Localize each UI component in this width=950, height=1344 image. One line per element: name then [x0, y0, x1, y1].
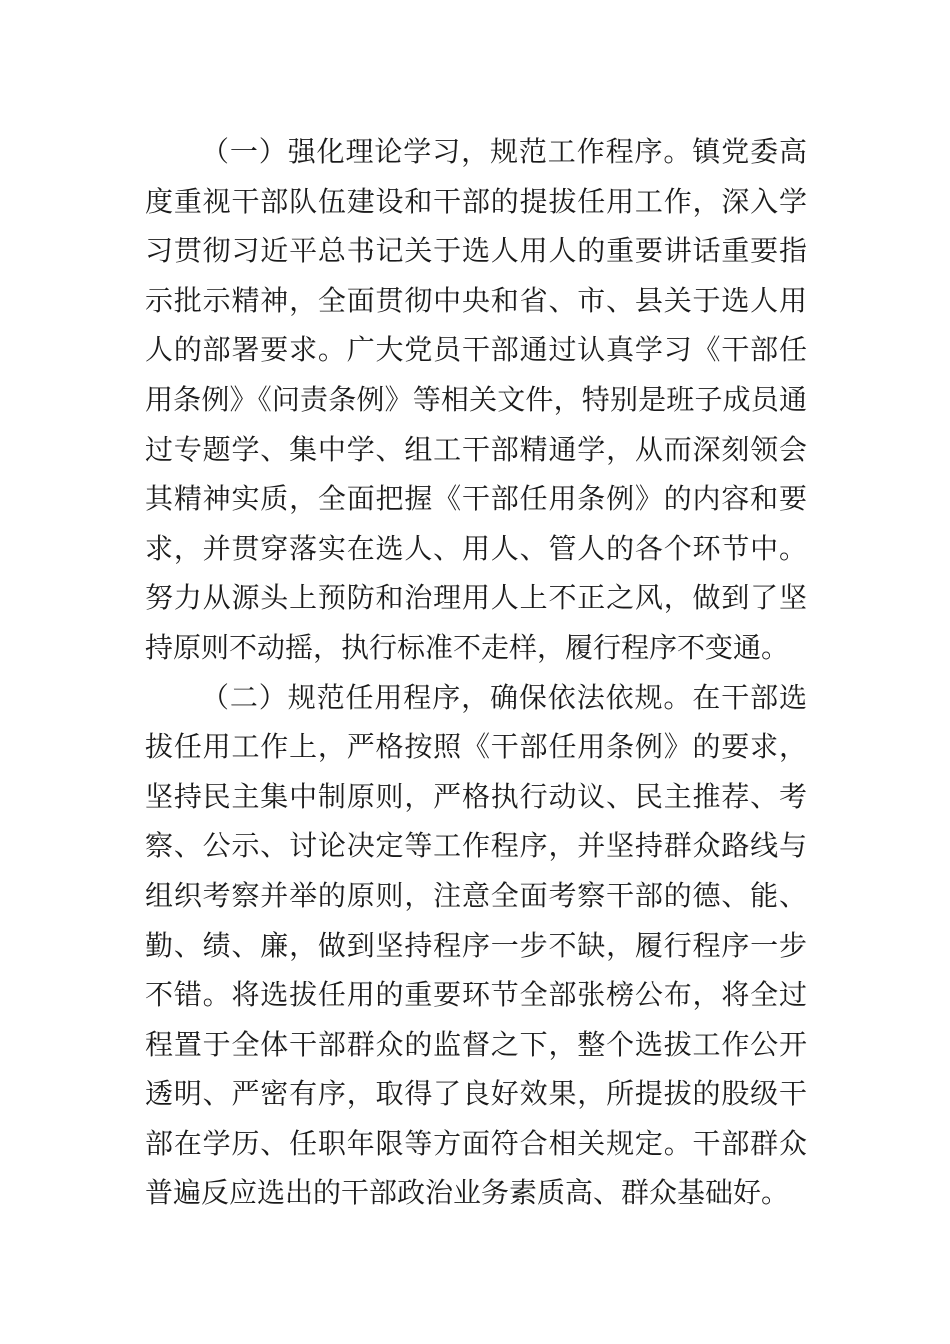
document-body: [145, 127, 807, 1218]
paragraph-appointment-procedure: （二）规范任用程序，确保依法依规。在干部选拔任用工作上，严格按照《干部任用条例》的要求，坚持民主集中制原则，严格执行动议、民主推荐、考察、公示、讨论决定等工作程序，并坚持群众路线与组织考察并举的原则，注意全面考察干部的德、能、勤、绩、廉，做到坚持程序一步不缺，履行程序一步不错。将选拔任用的重要环节全部张榜公布，将全过程置于全体干部群众的监督之下，整个选拔工作公开透明、严密有序，取得了良好效果，所提拔的股级干部在学历、任职年限等方面符合相关规定。干部群众普遍反应选出的干部政治业务素质高、群众基础好。: [145, 680, 807, 1210]
paragraph-theory-study: （一）强化理论学习，规范工作程序。镇党委高度重视干部队伍建设和干部的提拔任用工作，深入学习贯彻习近平总书记关于选人用人的重要讲话重要指示批示精神，全面贯彻中央和省、市、县关于选人用人的部署要求。广大党员干部通过认真学习《干部任用条例》《问责条例》等相关文件，特别是班子成员通过专题学、集中学、组工干部精通学，从而深刻领会其精神实质，全面把握《干部任用条例》的内容和要求，并贯穿落实在选人、用人、管人的各个环节中。努力从源头上预防和治理用人上不正之风，做到了坚持原则不动摇，执行标准不走样，履行程序不变通。: [145, 135, 807, 664]
